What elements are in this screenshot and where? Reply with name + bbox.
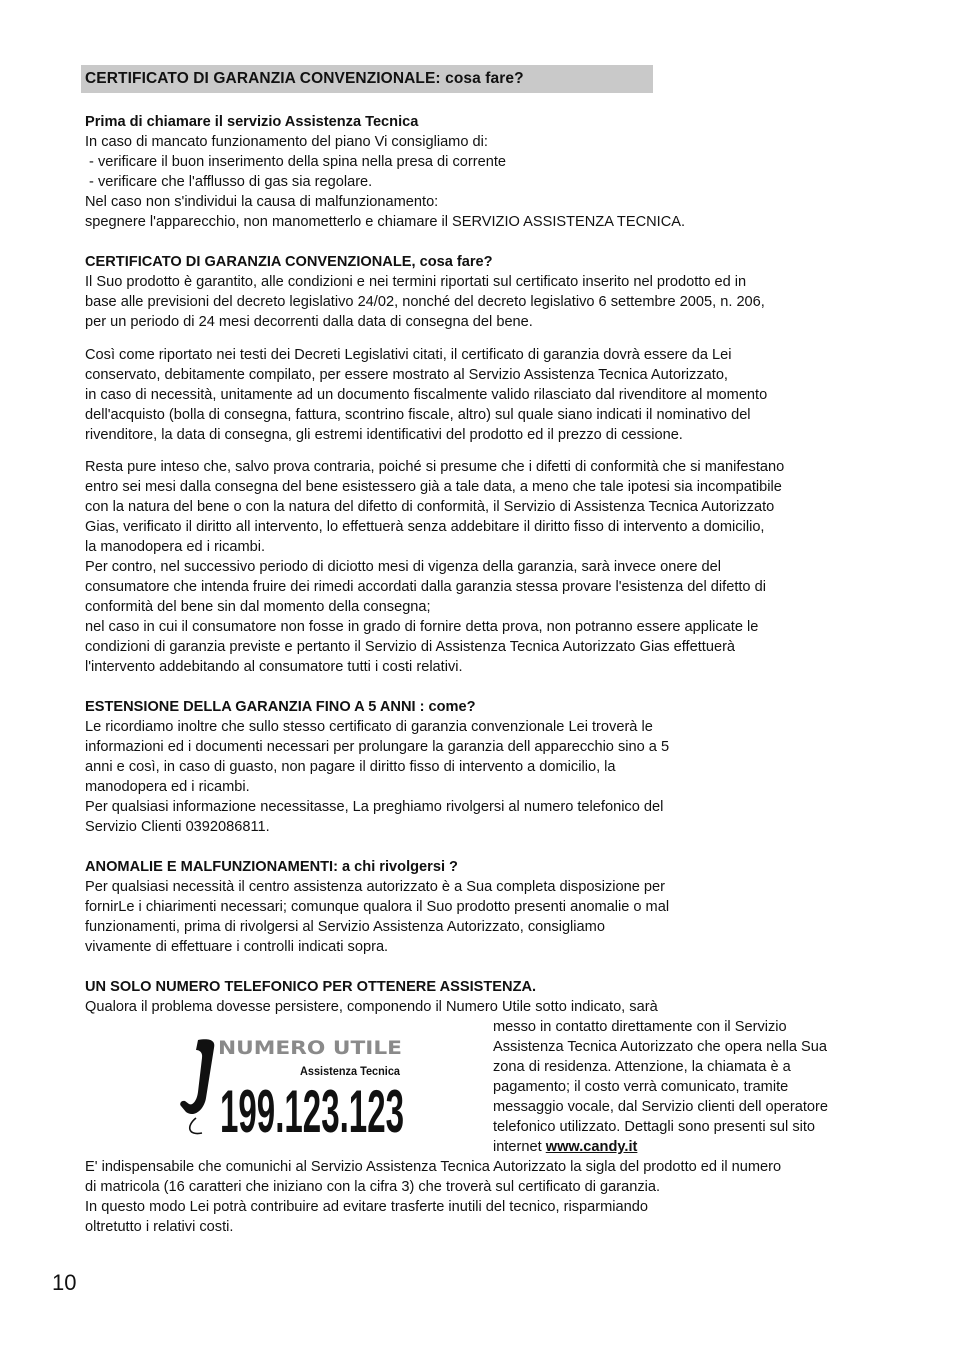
text-line: Nel caso non s'individui la causa di malfunzionamento: <box>85 194 439 210</box>
text-line: l'intervento addebitando al consumatore tutti i costi relativi. <box>85 659 463 675</box>
section-anomalies <box>85 857 669 957</box>
phone-handset-icon <box>180 1039 214 1133</box>
text-line: pagamento; il costo verrà comunicato, tramite <box>493 1079 789 1095</box>
section-warranty <box>85 252 765 332</box>
text-line: telefonico utilizzato. Dettagli sono presenti sul sito <box>493 1119 816 1135</box>
text-line: manodopera ed i ricambi. <box>85 779 250 795</box>
section-heading: ESTENSIONE DELLA GARANZIA FINO A 5 ANNI : come? <box>85 699 476 715</box>
section-before-calling <box>85 112 685 232</box>
text-line: anni e così, in caso di guasto, non pagare il diritto fisso di intervento a domicilio, la <box>85 759 616 775</box>
section-extension <box>85 697 669 837</box>
logo-title: NUMERO UTILE <box>218 1037 402 1059</box>
section-heading: CERTIFICATO DI GARANZIA CONVENZIONALE, cosa fare? <box>85 254 493 270</box>
logo-subtitle: Assistenza Tecnica <box>300 1064 401 1078</box>
text-line: fornirLe i chiarimenti necessari; comunque qualora il Suo prodotto presenti anomalie o mal <box>85 899 670 915</box>
text-line: conservato, debitamente compilato, per essere mostrato al Servizio Assistenza Tecnica Autorizzato, <box>85 367 728 383</box>
phone-number: 199.123.123 <box>220 1078 404 1138</box>
text-line: dell'acquisto (bolla di consegna, fattura, scontrino fiscale, altro) sul quale siano indicati il nominativo del <box>85 407 751 423</box>
page-number: 10 <box>52 1270 77 1295</box>
internet-label: internet <box>493 1139 546 1155</box>
text-line: vivamente di effettuare i controlli indicati sopra. <box>85 939 389 955</box>
text-line: Assistenza Tecnica Autorizzato che opera nella Sua <box>493 1039 827 1055</box>
text-line: E' indispensabile che comunichi al Servizio Assistenza Tecnica Autorizzato la sigla del prodotto ed il numero <box>85 1159 782 1175</box>
text-line: Per qualsiasi necessità il centro assistenza autorizzato è a Sua completa disposizione per <box>85 879 666 895</box>
warranty-paragraph-3 <box>85 457 784 677</box>
text-line: entro sei mesi dalla consegna del bene esistessero già a tale data, a meno che tale ipotesi sia incompatibile <box>85 479 782 495</box>
text-line: messo in contatto direttamente con il Servizio <box>493 1019 787 1035</box>
text-line: con la natura del bene o con la natura del difetto di conformità, il Servizio di Assistenza Tecnica Autorizzato <box>85 499 775 515</box>
text-line: informazioni ed i documenti necessari per prolungare la garanzia dell apparecchio sino a 5 <box>85 739 670 755</box>
text-line: - verificare il buon inserimento della spina nella presa di corrente <box>85 154 507 170</box>
website-line <box>493 1137 828 1157</box>
text-line: oltretutto i relativi costi. <box>85 1219 234 1235</box>
text-line: consumatore che intenda fruire dei rimedi accordati dalla garanzia stessa provare l'esistenza del difetto di <box>85 579 766 595</box>
text-line: funzionamenti, prima di rivolgersi al Servizio Assistenza Autorizzato, consigliamo <box>85 919 605 935</box>
text-line: - verificare che l'afflusso di gas sia regolare. <box>85 174 373 190</box>
text-line: Le ricordiamo inoltre che sullo stesso certificato di garanzia convenzionale Lei troverà le <box>85 719 653 735</box>
text-line: conformità del bene sin dal momento della consegna; <box>85 599 431 615</box>
text-line: di matricola (16 caratteri che iniziano con la cifra 3) che troverà sul certificato di garanzia. <box>85 1179 661 1195</box>
text-line: messaggio vocale, dal Servizio clienti dell operatore <box>493 1099 829 1115</box>
text-line: Per contro, nel successivo periodo di diciotto mesi di vigenza della garanzia, sarà invece onere del <box>85 559 721 575</box>
text-line: Servizio Clienti 0392086811. <box>85 819 270 835</box>
text-line: la manodopera ed i ricambi. <box>85 539 266 555</box>
text-line: per un periodo di 24 mesi decorrenti dalla data di consegna del bene. <box>85 314 533 330</box>
section-header-bar <box>81 65 653 93</box>
text-line: In caso di mancato funzionamento del piano Vi consigliamo di: <box>85 134 488 150</box>
section-heading: UN SOLO NUMERO TELEFONICO PER OTTENERE ASSISTENZA. <box>85 979 537 995</box>
text-line: base alle previsioni del decreto legislativo 24/02, nonché del decreto legislativo 6 settembre 2005, n. 206, <box>85 294 765 310</box>
section-heading: Prima di chiamare il servizio Assistenza Tecnica <box>85 114 419 130</box>
text-line: Il Suo prodotto è garantito, alle condizioni e nei termini riportati sul certificato inserito nel prodotto ed in <box>85 274 747 290</box>
phone-info-column <box>493 1017 828 1157</box>
website-link[interactable]: www.candy.it <box>545 1139 638 1155</box>
page-title: CERTIFICATO DI GARANZIA CONVENZIONALE: cosa fare? <box>85 70 524 87</box>
text-line: nel caso in cui il consumatore non fosse in grado di fornire detta prova, non potranno essere applicate le <box>85 619 759 635</box>
text-line: spegnere l'apparecchio, non manometterlo e chiamare il SERVIZIO ASSISTENZA TECNICA. <box>85 214 686 230</box>
text-line: Così come riportato nei testi dei Decreti Legislativi citati, il certificato di garanzia dovrà essere da Lei <box>85 347 732 363</box>
text-line: Qualora il problema dovesse persistere, componendo il Numero Utile sotto indicato, sarà <box>85 999 658 1015</box>
text-line: in caso di necessità, unitamente ad un documento fiscalmente valido rilasciato dal rivenditore al momento <box>85 387 768 403</box>
closing-paragraph <box>85 1157 781 1237</box>
text-line: rivenditore, la data di consegna, gli estremi identificativi del prodotto ed il prezzo di cessione. <box>85 427 683 443</box>
warranty-paragraph-2 <box>85 345 767 445</box>
text-line: Gias, verificato il diritto all intervento, lo effettuerà senza addebitare il diritto fisso di intervento a domicilio, <box>85 519 765 535</box>
text-line: Resta pure inteso che, salvo prova contraria, poiché si presume che i difetti di conformità che si manifestano <box>85 459 785 475</box>
section-heading: ANOMALIE E MALFUNZIONAMENTI: a chi rivolgersi ? <box>85 859 458 875</box>
numero-utile-logo <box>176 1034 408 1138</box>
section-phone-number <box>85 977 658 1017</box>
text-line: condizioni di garanzia previste e pertanto il Servizio di Assistenza Tecnica Autorizzato Gias effettuerà <box>85 639 736 655</box>
text-line: Per qualsiasi informazione necessitasse, La preghiamo rivolgersi al numero telefonico del <box>85 799 664 815</box>
text-line: zona di residenza. Attenzione, la chiamata è a <box>493 1059 791 1075</box>
text-line: In questo modo Lei potrà contribuire ad evitare trasferte inutili del tecnico, risparmiando <box>85 1199 648 1215</box>
